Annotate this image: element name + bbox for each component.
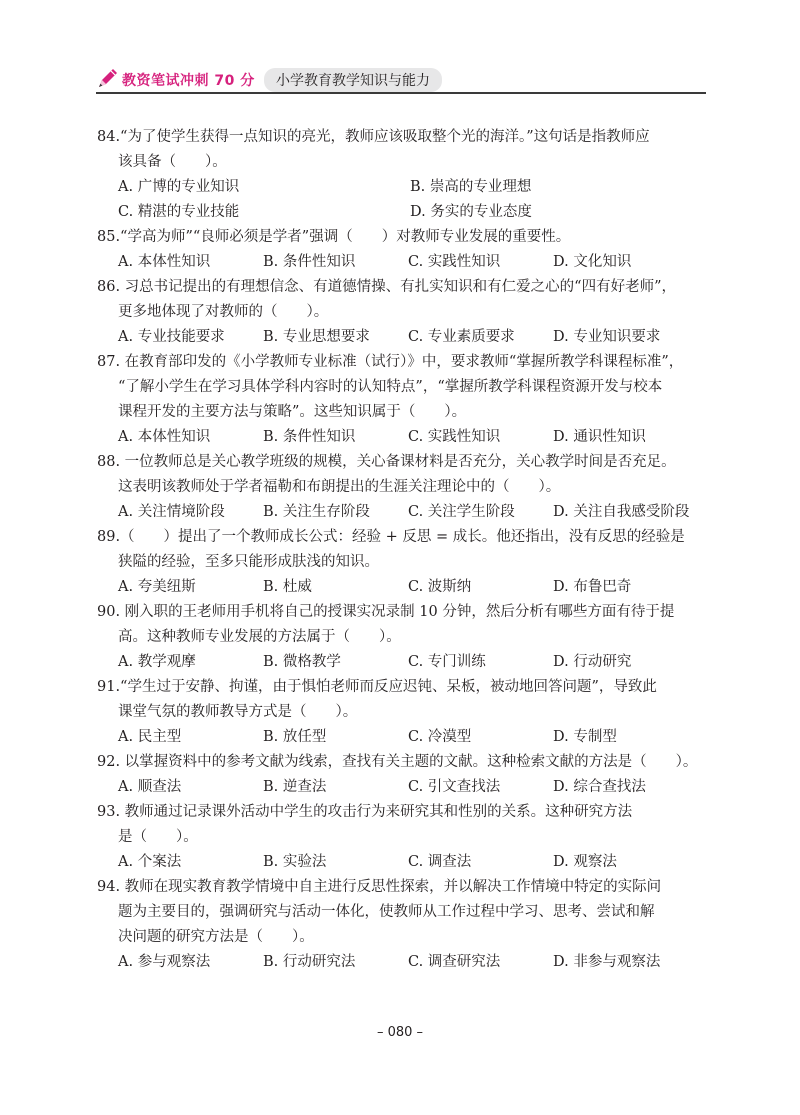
- answer-option: C. 调查研究法: [408, 954, 501, 970]
- question-item: [97, 800, 707, 875]
- question-line: 91.“学生过于安静、拘谨，由于惧怕老师而反应迟钝、呆板，被动地回答问题”，导致此: [97, 679, 657, 695]
- question-line: 84.“为了使学生获得一点知识的亮光，教师应该吸取整个光的海洋。”这句话是指教师应: [97, 129, 650, 145]
- option-list: [97, 175, 707, 225]
- subject-badge: 小学教育教学知识与能力: [264, 68, 442, 92]
- answer-option: B. 崇高的专业理想: [410, 179, 532, 195]
- question-line: 题为主要目的，强调研究与活动一体化，使教师从工作过程中学习、思考、尝试和解: [118, 904, 655, 920]
- answer-option: B. 专业思想要求: [263, 329, 370, 345]
- question-item: [97, 275, 707, 350]
- question-item: [97, 225, 707, 275]
- answer-option: C. 调查法: [408, 854, 472, 870]
- answer-option: D. 专业知识要求: [553, 329, 661, 345]
- answer-option: C. 波斯纳: [408, 579, 472, 595]
- question-line: 狭隘的经验，至多只能形成肤浅的知识。: [118, 554, 379, 570]
- answer-option: C. 实践性知识: [408, 254, 501, 270]
- answer-option: D. 文化知识: [553, 254, 632, 270]
- answer-option: C. 实践性知识: [408, 429, 501, 445]
- option-list: [97, 775, 707, 800]
- question-item: [97, 675, 707, 750]
- option-list: [97, 725, 707, 750]
- answer-option: B. 逆查法: [263, 779, 327, 795]
- answer-option: B. 杜威: [263, 579, 312, 595]
- question-item: [97, 450, 707, 525]
- page-header: [96, 66, 706, 94]
- answer-option: D. 行动研究: [553, 654, 632, 670]
- option-list: [97, 250, 707, 275]
- answer-option: C. 冷漠型: [408, 729, 472, 745]
- question-stem: [97, 225, 707, 250]
- answer-option: A. 专业技能要求: [118, 329, 225, 345]
- question-item: [97, 350, 707, 450]
- answer-option: A. 教学观摩: [118, 654, 196, 670]
- question-line: 88. 一位教师总是关心教学班级的规模，关心备课材料是否充分，关心教学时间是否充足。: [97, 454, 676, 470]
- question-stem: [97, 525, 707, 575]
- answer-option: C. 精湛的专业技能: [118, 204, 240, 220]
- answer-option: C. 引文查找法: [408, 779, 501, 795]
- question-line: 93. 教师通过记录课外活动中学生的攻击行为来研究其和性别的关系。这种研究方法: [97, 804, 633, 820]
- question-line: 94. 教师在现实教育教学情境中自主进行反思性探索，并以解决工作情境中特定的实际问: [97, 879, 662, 895]
- answer-option: D. 观察法: [553, 854, 617, 870]
- answer-option: A. 参与观察法: [118, 954, 211, 970]
- question-stem: [97, 275, 707, 325]
- question-item: [97, 875, 707, 975]
- answer-option: D. 关注自我感受阶段: [553, 504, 690, 520]
- question-stem: [97, 350, 707, 425]
- question-stem: [97, 450, 707, 500]
- option-list: [97, 500, 707, 525]
- question-stem: [97, 125, 707, 175]
- option-list: [97, 425, 707, 450]
- brand-title: 教资笔试冲刺 70 分: [122, 73, 255, 89]
- answer-option: D. 通识性知识: [553, 429, 646, 445]
- answer-option: C. 关注学生阶段: [408, 504, 515, 520]
- answer-option: A. 广博的专业知识: [118, 179, 240, 195]
- answer-option: D. 专制型: [553, 729, 617, 745]
- question-stem: [97, 750, 707, 775]
- answer-option: D. 布鲁巴奇: [553, 579, 632, 595]
- option-list: [97, 850, 707, 875]
- answer-option: A. 夸美纽斯: [118, 579, 196, 595]
- question-item: [97, 600, 707, 675]
- question-stem: [97, 875, 707, 950]
- question-line: 90. 刚入职的王老师用手机将自己的授课实况录制 10 分钟，然后分析有哪些方面有待于提: [97, 604, 675, 620]
- question-list: [97, 125, 707, 975]
- question-line: 高。这种教师专业发展的方法属于（ ）。: [118, 629, 401, 645]
- answer-option: B. 微格教学: [263, 654, 341, 670]
- answer-option: C. 专门训练: [408, 654, 486, 670]
- answer-option: C. 专业素质要求: [408, 329, 515, 345]
- answer-option: A. 本体性知识: [118, 429, 211, 445]
- option-list: [97, 650, 707, 675]
- option-list: [97, 325, 707, 350]
- option-list: [97, 950, 707, 975]
- question-stem: [97, 675, 707, 725]
- answer-option: A. 本体性知识: [118, 254, 211, 270]
- question-line: 87. 在教育部印发的《小学教师专业标准（试行）》中，要求教师“掌握所教学科课程标准”，: [97, 354, 684, 370]
- question-line: 更多地体现了对教师的（ ）。: [118, 304, 329, 320]
- question-line: 决问题的研究方法是（ ）。: [118, 929, 314, 945]
- answer-option: A. 民主型: [118, 729, 182, 745]
- question-line: 课堂气氛的教师教导方式是（ ）。: [118, 704, 358, 720]
- answer-option: B. 放任型: [263, 729, 327, 745]
- question-stem: [97, 600, 707, 650]
- question-line: 是（ ）。: [118, 829, 198, 845]
- answer-option: B. 关注生存阶段: [263, 504, 370, 520]
- question-line: 89.（ ）提出了一个教师成长公式：经验 + 反思 = 成长。他还指出，没有反思的经验是: [97, 529, 685, 545]
- answer-option: B. 实验法: [263, 854, 327, 870]
- answer-option: D. 非参与观察法: [553, 954, 661, 970]
- answer-option: B. 条件性知识: [263, 254, 356, 270]
- answer-option: D. 综合查找法: [553, 779, 646, 795]
- answer-option: D. 务实的专业态度: [410, 204, 532, 220]
- question-line: “了解小学生在学习具体学科内容时的认知特点”，“掌握所教学科课程资源开发与校本: [118, 379, 663, 395]
- question-item: [97, 125, 707, 225]
- question-item: [97, 525, 707, 600]
- question-line: 92. 以掌握资料中的参考文献为线索，查找有关主题的文献。这种检索文献的方法是（ ）。: [97, 754, 698, 770]
- question-item: [97, 750, 707, 800]
- answer-option: B. 条件性知识: [263, 429, 356, 445]
- question-line: 课程开发的主要方法与策略”。这些知识属于（ ）。: [118, 404, 467, 420]
- question-line: 该具备（ ）。: [118, 154, 227, 170]
- option-list: [97, 575, 707, 600]
- pencil-icon: [96, 66, 120, 90]
- answer-option: A. 关注情境阶段: [118, 504, 225, 520]
- question-line: 85.“学高为师”“良师必须是学者”强调（ ）对教师专业发展的重要性。: [97, 229, 571, 245]
- question-line: 86. 习总书记提出的有理想信念、有道德情操、有扎实知识和有仁爱之心的“四有好老师”，: [97, 279, 676, 295]
- page-number: – 080 –: [376, 1025, 424, 1040]
- answer-option: A. 个案法: [118, 854, 182, 870]
- question-line: 这表明该教师处于学者福勒和布朗提出的生涯关注理论中的（ ）。: [118, 479, 561, 495]
- answer-option: A. 顺查法: [118, 779, 182, 795]
- header-rule: [96, 92, 706, 94]
- question-stem: [97, 800, 707, 850]
- answer-option: B. 行动研究法: [263, 954, 356, 970]
